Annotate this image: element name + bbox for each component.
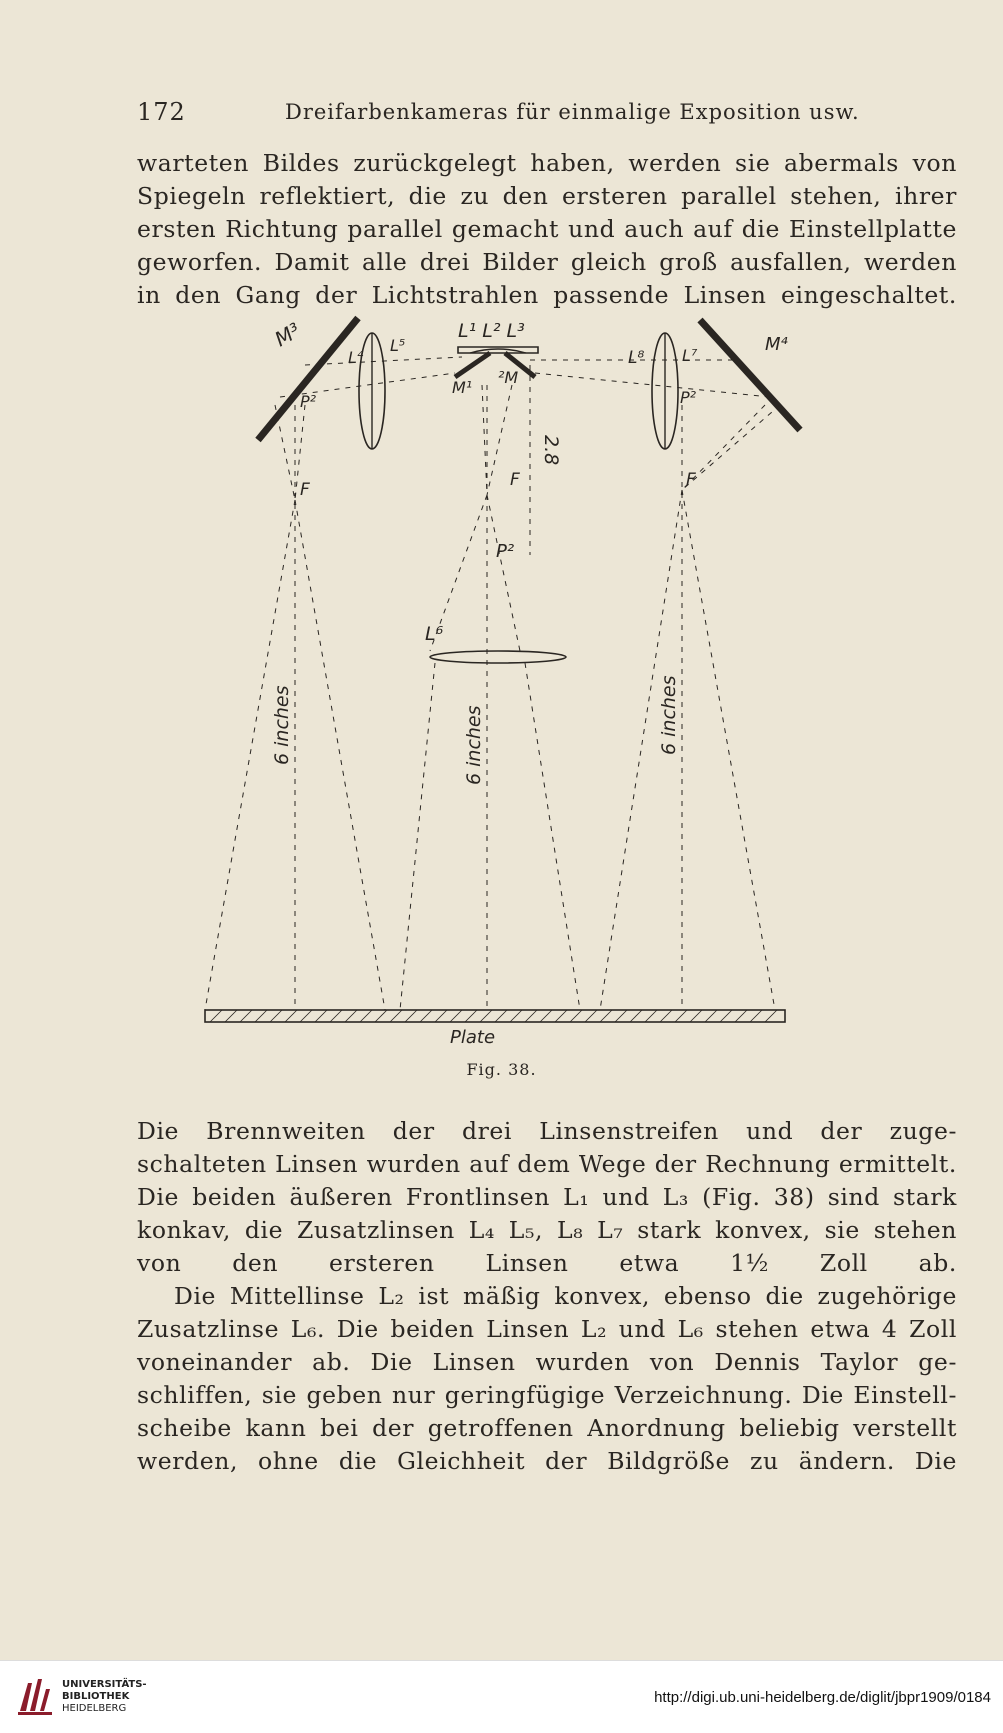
label-p2-right: P² bbox=[680, 388, 697, 407]
text-line: Die Brennweiten der drei Linsenstreifen und der zuge- bbox=[137, 1117, 957, 1145]
text-line: konkav, die Zusatzlinsen L₄ L₅, L₈ L₇ stark konvex, sie stehen bbox=[137, 1216, 957, 1244]
label-m1: M¹ bbox=[452, 378, 473, 397]
text-line: schliffen, sie geben nur geringfügige Verzeichnung. Die Einstell- bbox=[137, 1381, 957, 1409]
source-url[interactable]: http://digi.ub.uni-heidelberg.de/diglit/jbpr1909/0184 bbox=[654, 1689, 991, 1706]
label-plate: Plate bbox=[450, 1027, 496, 1048]
library-name: UNIVERSITÄTS- BIBLIOTHEK HEIDELBERG bbox=[62, 1679, 147, 1714]
label-m2: ²M bbox=[498, 368, 519, 387]
digitization-footer bbox=[0, 1660, 1003, 1733]
text-line: geworfen. Damit alle drei Bilder gleich groß ausfallen, werden bbox=[137, 248, 957, 276]
text-line: werden, ohne die Gleichheit der Bildgröße zu ändern. Die bbox=[137, 1447, 957, 1475]
text-line: Spiegeln reflektiert, die zu den ersteren parallel stehen, ihrer bbox=[137, 182, 957, 210]
running-title: Dreifarbenkameras für einmalige Exposition usw. bbox=[285, 100, 860, 124]
label-f-right: F bbox=[686, 470, 696, 490]
label-f-center: F bbox=[510, 470, 520, 490]
label-l5: L⁵ bbox=[390, 336, 406, 355]
label-f-left: F bbox=[300, 480, 310, 500]
label-l8: L⁸ bbox=[628, 348, 645, 368]
text-line: schalteten Linsen wurden auf dem Wege der Rechnung ermittelt. bbox=[137, 1150, 957, 1178]
page-number: 172 bbox=[137, 98, 186, 126]
label-m4: M⁴ bbox=[765, 334, 788, 355]
label-dim-left: 6 inches bbox=[271, 685, 293, 765]
optical-diagram bbox=[200, 305, 880, 1065]
text-line: in den Gang der Lichtstrahlen passende Linsen eingeschaltet. bbox=[137, 281, 957, 309]
paragraph-top bbox=[137, 147, 957, 312]
label-m3: M³ bbox=[270, 317, 305, 352]
text-line: Zusatzlinse L₆. Die beiden Linsen L₂ und L₆ stehen etwa 4 Zoll bbox=[137, 1315, 957, 1343]
plate bbox=[205, 1010, 785, 1022]
label-p2-left: P² bbox=[300, 392, 317, 411]
paragraph-bottom bbox=[137, 1115, 957, 1478]
text-line: scheibe kann bei der getroffenen Anordnung beliebig verstellt bbox=[137, 1414, 957, 1442]
text-line: Die beiden äußeren Frontlinsen L₁ und L₃ (Fig. 38) sind stark bbox=[137, 1183, 957, 1211]
text-line: ersten Richtung parallel gemacht und auch auf die Einstellplatte bbox=[137, 215, 957, 243]
lens-strip bbox=[458, 347, 538, 353]
label-l123: L¹ L² L³ bbox=[458, 320, 525, 342]
label-l4: L⁴ bbox=[348, 348, 364, 367]
label-dim-center: 6 inches bbox=[463, 705, 485, 785]
label-l7: L⁷ bbox=[682, 346, 698, 365]
text-line: von den ersteren Linsen etwa 1½ Zoll ab. bbox=[137, 1249, 957, 1277]
text-line: warteten Bildes zurückgelegt haben, werden sie abermals von bbox=[137, 149, 957, 177]
text-line: voneinander ab. Die Linsen wurden von Dennis Taylor ge- bbox=[137, 1348, 957, 1376]
figure-caption: Fig. 38. bbox=[466, 1060, 537, 1079]
label-l6: L⁶ bbox=[425, 623, 444, 645]
university-seal-icon bbox=[10, 1671, 60, 1721]
lens-l6 bbox=[430, 651, 566, 663]
text-line: Die Mittellinse L₂ ist mäßig konvex, ebenso die zugehörige bbox=[174, 1282, 957, 1310]
label-dim-2-8: 2.8 bbox=[540, 435, 562, 466]
label-dim-right: 6 inches bbox=[658, 675, 680, 755]
label-p2-center: P² bbox=[496, 541, 515, 562]
